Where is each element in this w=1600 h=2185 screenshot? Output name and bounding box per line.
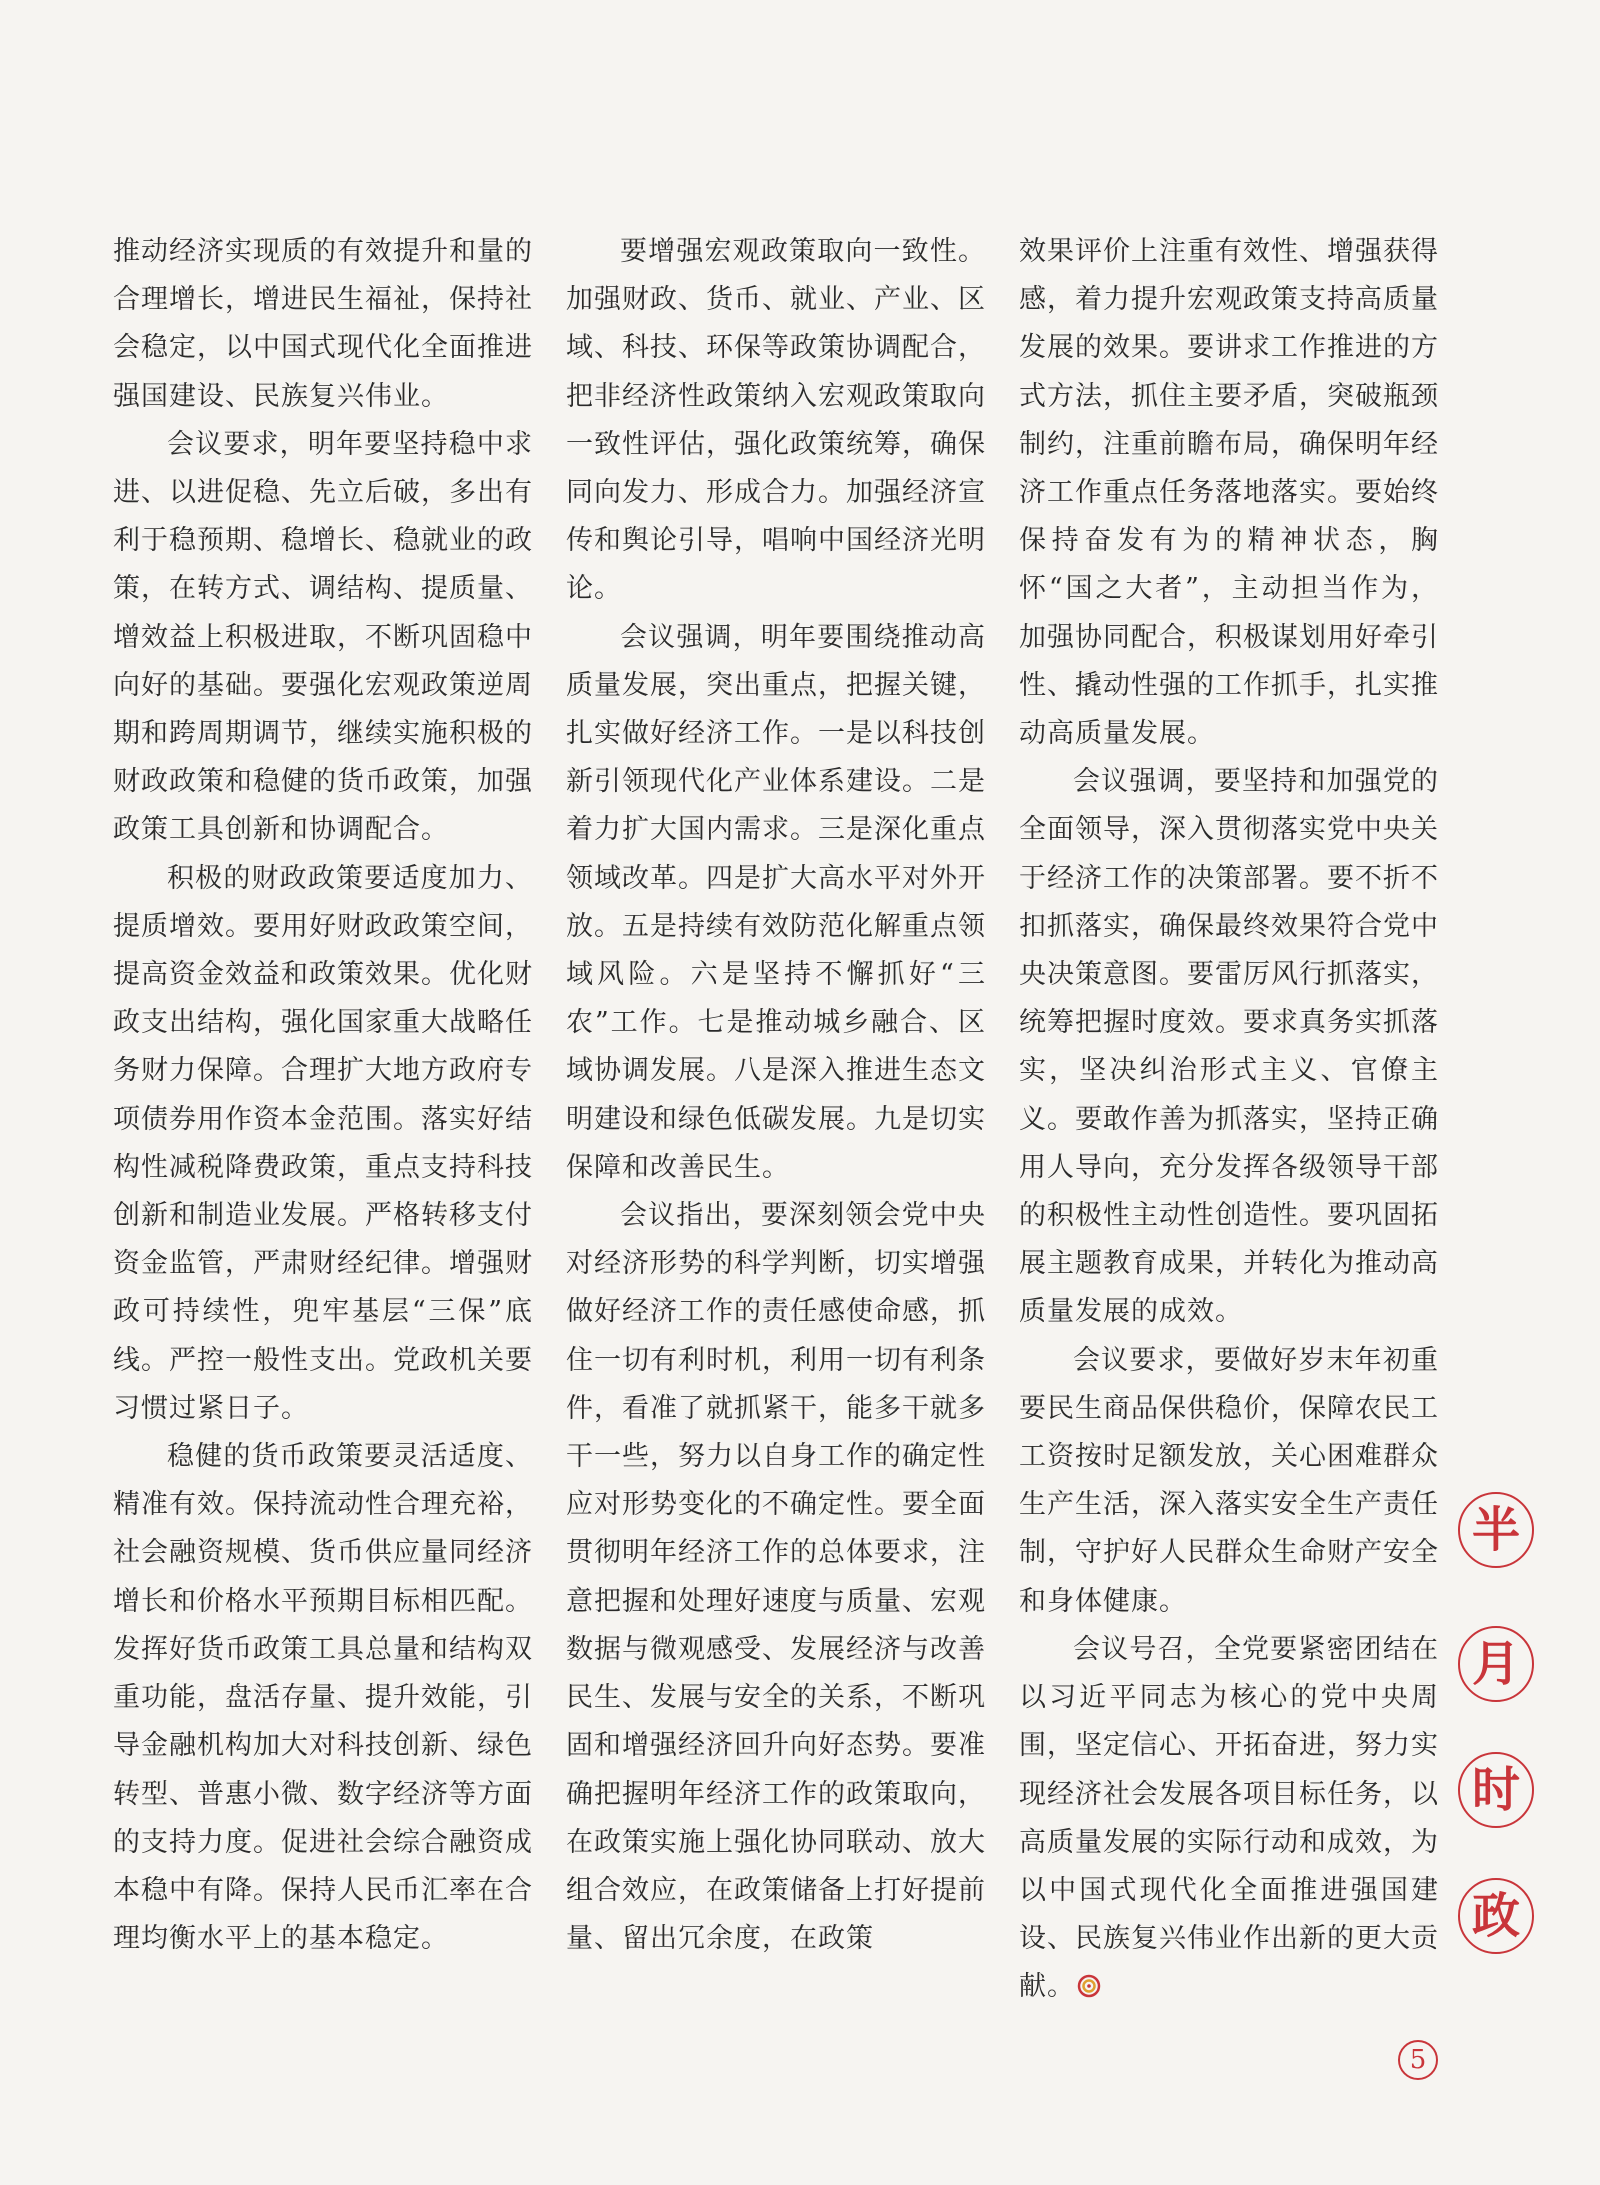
paragraph: 会议要求，明年要坚持稳中求进、以进促稳、先立后破，多出有利于稳预期、稳增长、稳就业的政策，在转方式、调结构、提质量、增效益上积极进取，不断巩固稳中向好的基础。要强化宏观政策逆周期和跨周期调节，继续实施积极的财政政策和稳健的货币政策，加强政策工具创新和协调配合。 <box>113 428 533 846</box>
article-column-1 <box>113 228 533 1963</box>
section-title-char: 时 <box>1458 1752 1534 1828</box>
page-number: 5 <box>1398 2040 1438 2080</box>
paragraph <box>1019 1626 1439 2012</box>
section-title-char: 月 <box>1458 1626 1534 1702</box>
end-mark-icon <box>1077 1974 1101 1998</box>
paragraph-text: 会议号召，全党要紧密团结在以习近平同志为核心的党中央周围，坚定信心、开拓奋进，努力实现经济社会发展各项目标任务，以高质量发展的实际行动和成效，为以中国式现代化全面推进强国建设、民族复兴伟业作出新的更大贡献。 <box>1019 1633 1439 2003</box>
paragraph: 推动经济实现质的有效提升和量的合理增长，增进民生福祉，保持社会稳定，以中国式现代化全面推进强国建设、民族复兴伟业。 <box>113 236 533 412</box>
article-column-2 <box>566 228 986 1963</box>
paragraph: 要增强宏观政策取向一致性。加强财政、货币、就业、产业、区域、科技、环保等政策协调配合，把非经济性政策纳入宏观政策取向一致性评估，强化政策统筹，确保同向发力、形成合力。加强经济宣传和舆论引导，唱响中国经济光明论。 <box>566 236 986 605</box>
paragraph: 稳健的货币政策要灵活适度、精准有效。保持流动性合理充裕，社会融资规模、货币供应量同经济增长和价格水平预期目标相匹配。发挥好货币政策工具总量和结构双重功能，盘活存量、提升效能，引导金融机构加大对科技创新、绿色转型、普惠小微、数字经济等方面的支持力度。促进社会综合融资成本稳中有降。保持人民币汇率在合理均衡水平上的基本稳定。 <box>113 1441 533 1955</box>
article-column-3 <box>1019 228 1439 2012</box>
paragraph: 会议要求，要做好岁末年初重要民生商品保供稳价，保障农民工工资按时足额发放，关心困难群众生产生活，深入落实安全生产责任制，守护好人民群众生命财产安全和身体健康。 <box>1019 1344 1439 1617</box>
paragraph: 积极的财政政策要适度加力、提质增效。要用好财政政策空间，提高资金效益和政策效果。优化财政支出结构，强化国家重大战略任务财力保障。合理扩大地方政府专项债券用作资本金范围。落实好结构性减税降费政策，重点支持科技创新和制造业发展。严格转移支付资金监管，严肃财经纪律。增强财政可持续性，兜牢基层“三保”底线。严控一般性支出。党政机关要习惯过紧日子。 <box>113 862 533 1424</box>
section-title-char: 半 <box>1458 1492 1534 1568</box>
paragraph: 效果评价上注重有效性、增强获得感，着力提升宏观政策支持高质量发展的效果。要讲求工作推进的方式方法，抓住主要矛盾，突破瓶颈制约，注重前瞻布局，确保明年经济工作重点任务落地落实。要始终保持奋发有为的精神状态，胸怀“国之大者”，主动担当作为，加强协同配合，积极谋划用好牵引性、撬动性强的工作抓手，扎实推动高质量发展。 <box>1019 236 1439 750</box>
paragraph: 会议强调，明年要围绕推动高质量发展，突出重点，把握关键，扎实做好经济工作。一是以科技创新引领现代化产业体系建设。二是着力扩大国内需求。三是深化重点领域改革。四是扩大高水平对外开放。五是持续有效防范化解重点领域风险。六是坚持不懈抓好“三农”工作。七是推动城乡融合、区域协调发展。八是深入推进生态文明建设和绿色低碳发展。九是切实保障和改善民生。 <box>566 621 986 1183</box>
paragraph: 会议强调，要坚持和加强党的全面领导，深入贯彻落实党中央关于经济工作的决策部署。要不折不扣抓落实，确保最终效果符合党中央决策意图。要雷厉风行抓落实，统筹把握时度效。要求真务实抓落实，坚决纠治形式主义、官僚主义。要敢作善为抓落实，坚持正确用人导向，充分发挥各级领导干部的积极性主动性创造性。要巩固拓展主题教育成果，并转化为推动高质量发展的成效。 <box>1019 766 1439 1328</box>
paragraph: 会议指出，要深刻领会党中央对经济形势的科学判断，切实增强做好经济工作的责任感使命感，抓住一切有利时机，利用一切有利条件，看准了就抓紧干，能多干就多干一些，努力以自身工作的确定性应对形势变化的不确定性。要全面贯彻明年经济工作的总体要求，注意把握和处理好速度与质量、宏观数据与微观感受、发展经济与改善民生、发展与安全的关系，不断巩固和增强经济回升向好态势。要准确把握明年经济工作的政策取向，在政策实施上强化协同联动、放大组合效应，在政策储备上打好提前量、留出冗余度，在政策 <box>566 1200 986 1955</box>
section-title-char: 政 <box>1458 1878 1534 1954</box>
